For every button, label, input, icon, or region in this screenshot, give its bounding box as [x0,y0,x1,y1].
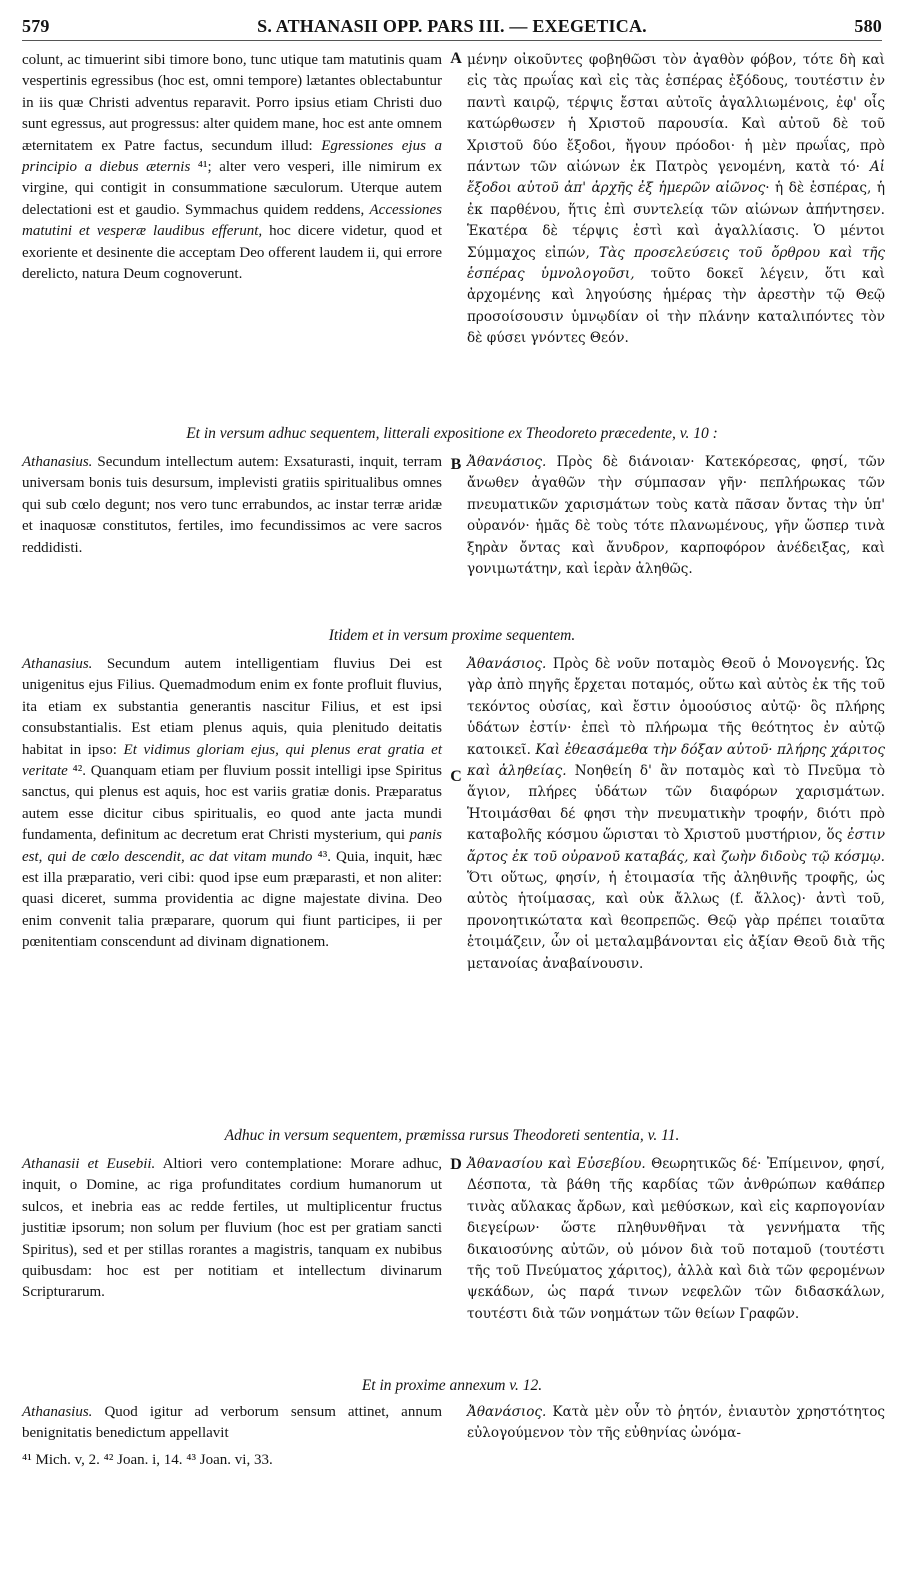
latin-text: hoc dicere videtur, quod et exoriente et desinente die acceptam Deo offerent laudem ii, qui errore derelicto, natura Deum cognoverunt. [22,223,442,283]
latin-text: ⁴². Quanquam etiam per fluvium possit intelligi ipse Spiritus sanctus, qui plenus est aquis, hoc est variis gratiæ donis. Præparatus autem esse dicitur cibus spiritualis, eo quod ante jacta mundi fundamenta, definitum ac decretum erat Christi mysterium, qui [22,763,442,844]
greek-text: τοῦτο δοκεῖ λέγειν, ὅτι καὶ ἀρχομένης καὶ ληγούσης ἡμέρας τὴν ἀρεστὴν τῷ Θεῷ προσοίσουσιν ὑμνῳδίαν οἱ τὴν πλάνην καταλιπόντες τὸν δὲ φύσει γνόντες Θεόν. [467,266,886,347]
latin-text: ⁴³. Quia, inquit, hæc est illa præparatio, veri cibi: quod ipse eum præparasti, et non aliter: quasi diceret, summa providentia ac digne majestate divina. Deo enim convenit talia præparare, quorum qui fiunt participes, ii per pœnitentiam conscendunt ad divinam dignationem. [22,848,442,951]
page-number-right: 580 [854,16,882,36]
section-heading: Itidem et in versum proxime sequentem. [328,627,576,644]
greek-text: Πρὸς δὲ διάνοιαν· Κατεκόρεσας, φησί, τῶν ἄνωθεν ἀγαθῶν τὴν σύμπασαν γῆν· πεπλήρωκας τῶν πνευματικῶν χαρισμάτων τοὺς κατὰ πᾶσαν ὄντας τὴν ὑπ' οὐρανόν· ἡμᾶς δὲ τοὺς τότε πλανωμένους, γῆν ὥσπερ τινὰ ξηρὰν ὄντας καὶ ἄνυδρον, καρποφόρον ἀνέδειξας, καὶ γονιμωτάτην, καὶ ἱερὰν ἀληθῶς. [467,454,885,578]
margin-marker-a: A [450,50,462,67]
latin-column [22,1154,442,1304]
speaker-label: Athanasius. [22,1404,93,1420]
greek-text: Κατὰ μὲν οὖν τὸ ῥητόν, ἐνιαυτὸν χρηστότητος εὐλογούμενον τὸν τῆς εὐθηνίας ὠνόμα- [467,1404,885,1442]
margin-marker-d: D [450,1156,462,1173]
latin-text: colunt, ac timuerint sibi timore bono, tunc utique tam matutinis quam vespertinis egressibus (hoc est, omni tempore) lætantes oblectabuntur in iis quæ Christi adventus reparavit. Porro ipsius etiam Christi duo sunt egressus, aut progressus: alter quidem mane, hoc est ante omnem æternitatem ex Patre factus, secundum illud: [22,52,442,154]
greek-column [467,1154,885,1325]
footnotes: ⁴¹ Mich. v, 2. ⁴² Joan. i, 14. ⁴³ Joan. vi, 33. [22,1452,273,1468]
section-heading: Et in versum adhuc sequentem, litterali expositione ex Theodoreto præcedente, v. 10 : [186,425,718,442]
greek-text: · ἡ δὲ ἑσπέρας, ἡ ἐκ παρθένου, ἥτις ἐπὶ συντελείᾳ τῶν αἰώνων ἀπήντησεν. Ἑκατέρα δὲ τέρψις ἐστὶ καὶ ἀγαλλίασις. Ὁ μέντοι Σύμμαχος εἰπών, [467,180,886,261]
section-3 [22,654,885,1124]
latin-text: Quod igitur ad verborum sensum attinet, annum benignitatis benedictum appellavit [22,1404,442,1442]
speaker-label: Ἀθανασίου καὶ Εὐσεβίου. [467,1156,646,1172]
latin-text: Altiori vero contemplatione: Morare adhuc, inquit, o Domine, ac riga profunditates cordium humanorum ut sulcos, et inebria eas ac redde fertiles, ut multiplicentur fructus justitiæ ipsorum; non solum per fluvium (hoc est per gratiam sancti Spiritus), sed et per stillas rorantes a magistris, tanquam ex nubibus quibusdam: hoc est per notitiam et intellectum divinarum Scripturarum. [22,1156,442,1301]
latin-text: Secundum intellectum autem: Exsaturasti, inquit, terram universam bonis tuis desursum, implevisti gratiis spiritualibus omnes qui sub cœlo degunt; nos vero tunc errabundos, ac instar terræ aridæ et inaquosæ constitutos, fertiles, imo fecundissimos ac vere sacros reddidisti. [22,454,442,556]
latin-quote: Accessiones matutini et vesperæ laudibus efferunt, [22,201,442,240]
margin-marker-c: C [450,768,462,785]
greek-quote: Καὶ ἐθεασάμεθα τὴν δόξαν αὐτοῦ· πλήρης χάριτος καὶ ἀληθείας. [467,741,885,780]
latin-column [22,1402,442,1445]
greek-text: Θεωρητικῶς δέ· Ἐπίμεινον, φησί, Δέσποτα, τὰ βάθη τῆς καρδίας τῶν ἀνθρώπων καθάπερ τινὰς αὔλακας ἄρδων, καὶ μεθύσκων, καὶ εἰς καρπογονίαν διεγείρων· ὥστε πληθυνθῆναι τὰ γεννήματα τῆς δικαιοσύνης αὐτῶν, οὐ μόνον διὰ τοῦ ποταμοῦ (τουτέστι τῆς τοῦ Πνεύματος χάριτος), ἀλλὰ καὶ διὰ τῶν φερομένων ψεκάδων, ὡς παρά τινων νεφελῶν τῶν διδασκάλων, τουτέστι διὰ τῶν νοημάτων τῶν θείων Γραφῶν. [467,1156,885,1322]
greek-column [467,1402,885,1445]
latin-quote: Egressiones ejus a principio a diebus æternis [22,137,442,176]
greek-text: Νοηθείη δ' ἂν ποταμὸς καὶ τὸ Πνεῦμα τὸ ἅγιον, πλήρες ὑδάτων τῶν διαφόρων χαρισμάτων. Ἡτοιμάσθαι δέ φησι τὴν πνευματικὴν τροφήν, διότι πρὸ καταβολῆς κόσμου ὥρισται τὸ Χριστοῦ μυστήριον, ὅς [467,763,885,844]
greek-quote: Αἱ ἔξοδοι αὐτοῦ ἀπ' ἀρχῆς ἐξ ἡμερῶν αἰῶνος [467,159,885,197]
latin-quote: Et vidimus gloriam ejus, qui plenus erat gratia et veritate [22,741,442,780]
section-2 [22,452,885,628]
greek-quote: Τὰς προσελεύσεις τοῦ ὄρθρου καὶ τῆς ἑσπέρας ὑμνολογοῦσι, [467,244,885,283]
greek-column [467,452,885,580]
page-number-left: 579 [22,16,50,36]
latin-text: ⁴¹; alter vero vesperi, ille nimirum ex virgine, qui contigit in consummatione sæculorum. Uterque autem delectationi est et gaudio. Symmachus quidem reddens, [22,159,442,218]
running-header [22,14,882,41]
section-5 [22,1402,885,1448]
latin-column [22,50,442,285]
greek-column [467,654,885,975]
latin-quote: panis est, qui de cœlo descendit, ac dat vitam mundo [22,827,442,865]
greek-text: Πρὸς δὲ νοῦν ποταμὸς Θεοῦ ὁ Μονογενής. Ὡς γὰρ ἀπὸ πηγῆς ἔρχεται ποταμός, οὕτω καὶ αὐτὸς ἐκ τῆς τοῦ τεκόντος οὐσίας, καὶ ἔστιν ὁμοούσιος αὐτῷ· ὃς πλήρης ὑδάτων ἐστίν· ἐπεὶ τὸ πλήρωμα τῆς θεότητος ἐν αὐτῷ κατοικεῖ. [467,656,885,758]
speaker-label: Ἀθανάσιος. [467,454,547,470]
latin-column [22,452,442,559]
speaker-label: Athanasius. [22,656,93,672]
greek-text: Ὅτι οὕτως, φησίν, ἡ ἑτοιμασία τῆς ἀληθινῆς τροφῆς, ὡς αὐτὸς ἡτοίμασας, καὶ οὐκ ἄλλως (f. ἄλλος)· ἀντὶ τοῦ, προνοητικώτατα καὶ θεοπρεπῶς. Θεῷ γὰρ πρέπει τοιαῦτα ἑτοιμάζειν, ὧν οἱ μεταλαμβάνονται εἰς ἀξίαν Θεοῦ διὰ τῆς μετανοίας ἀναβαίνουσιν. [467,870,885,972]
speaker-label: Athanasii et Eusebii. [22,1156,156,1172]
section-heading: Adhuc in versum sequentem, præmissa rursus Theodoreti sententia, v. 11. [224,1127,680,1144]
speaker-label: Athanasius. [22,454,93,470]
section-4 [22,1154,885,1374]
speaker-label: Ἀθανάσιος. [467,656,547,672]
speaker-label: Ἀθανάσιος. [467,1404,547,1420]
greek-column [467,50,885,350]
section-heading: Et in proxime annexum v. 12. [361,1377,543,1394]
latin-text: Secundum autem intelligentiam fluvius Dei est unigenitus ejus Filius. Quemadmodum enim ex fonte profluit fluvius, ita etiam ex substantia generantis nascitur Filius, et est ipsi consubstantialis. Est etiam plenus aquis, quia plenitudo deitatis habitat in ipso: [22,656,442,758]
latin-column [22,654,442,954]
greek-text: μένην οἰκοῦντες φοβηθῶσι τὸν ἀγαθὸν φόβον, τότε δὴ καὶ εἰς τὰς πρωΐας καὶ εἰς τὰς ἑσπέρας ἐξόδους, τουτέστιν ἐν παντὶ καιρῷ, τέρψις ἔσται αὐτοῖς ἀγαλλιωμένοις, ἐφ' οἷς κατώρθωσεν ἡ Χριστοῦ παρουσία. Καὶ αὐτοῦ δὲ τοῦ Χριστοῦ δύο ἔξοδοι, ἤγουν πρόοδοι· ἡ μὲν πρωΐας, πρὸ πάντων τῶν αἰώνων ἐκ Πατρὸς γενομένη, κατὰ τό· [467,52,885,176]
section-1 [22,50,886,412]
greek-quote: ἐστιν ἄρτος ἐκ τοῦ οὐρανοῦ καταβάς, καὶ ζωὴν διδοὺς τῷ κόσμῳ. [467,827,885,865]
margin-marker-b: B [450,456,462,473]
running-title: S. ATHANASII OPP. PARS III. — EXEGETICA. [257,16,647,36]
